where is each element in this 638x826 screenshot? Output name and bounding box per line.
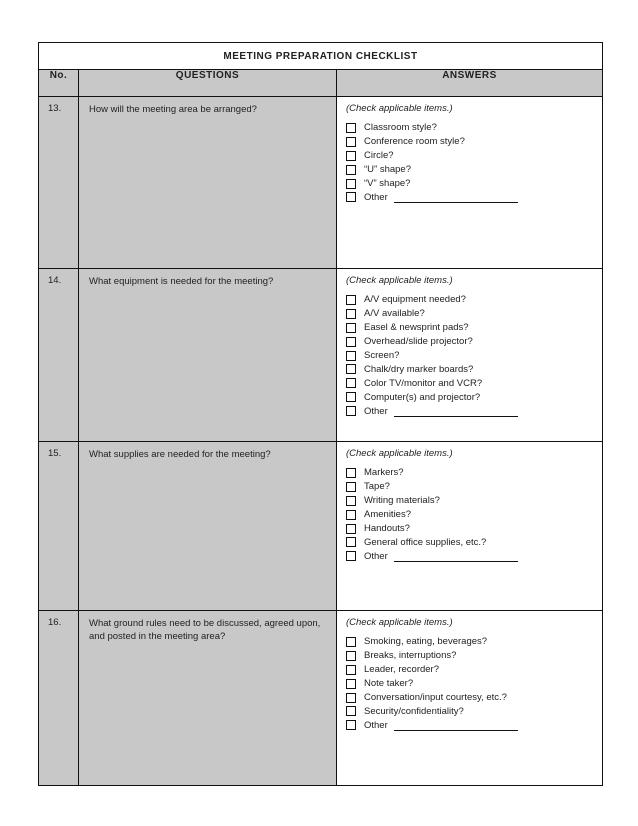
- answer-cell: [337, 97, 603, 269]
- answer-cell: [337, 442, 603, 611]
- option-item: [346, 494, 594, 508]
- option-item: [346, 293, 594, 307]
- option-item: [346, 321, 594, 335]
- other-blank-line[interactable]: [394, 192, 518, 203]
- option-item: [346, 362, 594, 376]
- checkbox[interactable]: [346, 309, 356, 319]
- option-label: Overhead/slide projector?: [364, 336, 473, 348]
- checkbox[interactable]: [346, 392, 356, 402]
- row-number: 13.: [39, 97, 79, 269]
- checkbox[interactable]: [346, 179, 356, 189]
- row-number: 16.: [39, 611, 79, 786]
- option-item: [346, 522, 594, 536]
- checklist-table: [38, 42, 603, 786]
- option-label: Easel & newsprint pads?: [364, 322, 469, 334]
- option-item: [346, 404, 594, 418]
- option-label: General office supplies, etc.?: [364, 536, 487, 548]
- option-label: Conference room style?: [364, 136, 465, 148]
- header-no: No.: [39, 70, 79, 97]
- option-item: [346, 349, 594, 363]
- option-label: Handouts?: [364, 523, 410, 534]
- option-item: [346, 466, 594, 480]
- question-text: What equipment is needed for the meeting?: [79, 269, 337, 442]
- option-item: [346, 691, 594, 705]
- checkbox[interactable]: [346, 337, 356, 347]
- header-answers: ANSWERS: [337, 70, 603, 97]
- instruction-text: (Check applicable items.): [346, 103, 453, 114]
- option-label: Other: [364, 550, 388, 562]
- option-item: [346, 549, 594, 563]
- checkbox[interactable]: [346, 524, 356, 534]
- checkbox[interactable]: [346, 720, 356, 730]
- option-label: A/V available?: [364, 308, 425, 320]
- option-item: [346, 480, 594, 494]
- table-row: [39, 269, 603, 442]
- checkbox[interactable]: [346, 468, 356, 478]
- checkbox[interactable]: [346, 295, 356, 305]
- option-item: [346, 390, 594, 404]
- option-label: Other: [364, 405, 388, 417]
- option-label: Computer(s) and projector?: [364, 391, 481, 403]
- checkbox[interactable]: [346, 496, 356, 506]
- row-number: 15.: [39, 442, 79, 611]
- checkbox[interactable]: [346, 551, 356, 561]
- instruction-text: (Check applicable items.): [346, 617, 453, 628]
- table-row: [39, 611, 603, 786]
- option-item: [346, 149, 594, 163]
- checkbox[interactable]: [346, 123, 356, 133]
- option-item: [346, 718, 594, 732]
- option-item: [346, 190, 594, 204]
- option-item: [346, 177, 594, 191]
- checkbox[interactable]: [346, 679, 356, 689]
- option-label: Color TV/monitor and VCR?: [364, 377, 483, 389]
- option-item: [346, 135, 594, 149]
- table-row: [39, 442, 603, 611]
- header-questions: QUESTIONS: [79, 70, 337, 97]
- option-item: [346, 535, 594, 549]
- option-label: Other: [364, 719, 388, 731]
- checkbox[interactable]: [346, 510, 356, 520]
- option-label: Smoking, eating, beverages?: [364, 636, 488, 648]
- option-label: Screen?: [364, 350, 400, 361]
- option-label: Conversation/input courtesy, etc.?: [364, 692, 507, 703]
- option-item: [346, 307, 594, 321]
- checkbox[interactable]: [346, 378, 356, 388]
- option-label: Amenities?: [364, 509, 411, 521]
- checkbox[interactable]: [346, 651, 356, 661]
- question-text: How will the meeting area be arranged?: [79, 97, 337, 269]
- option-label: “U” shape?: [364, 164, 411, 176]
- option-item: [346, 677, 594, 691]
- option-item: [346, 376, 594, 390]
- option-item: [346, 335, 594, 349]
- other-blank-line[interactable]: [394, 406, 518, 417]
- option-label: Other: [364, 191, 388, 203]
- option-item: [346, 163, 594, 177]
- option-label: Markers?: [364, 467, 404, 479]
- table-row: [39, 97, 603, 269]
- option-item: [346, 704, 594, 718]
- option-label: Writing materials?: [364, 495, 440, 507]
- checkbox[interactable]: [346, 665, 356, 675]
- checklist-title: MEETING PREPARATION CHECKLIST: [39, 43, 603, 70]
- checkbox[interactable]: [346, 706, 356, 716]
- option-item: [346, 635, 594, 649]
- option-item: [346, 121, 594, 135]
- instruction-text: (Check applicable items.): [346, 448, 453, 459]
- option-label: Leader, recorder?: [364, 664, 439, 676]
- option-label: Security/confidentiality?: [364, 705, 464, 717]
- checkbox[interactable]: [346, 151, 356, 161]
- checkbox[interactable]: [346, 323, 356, 333]
- answer-cell: [337, 611, 603, 786]
- option-item: [346, 663, 594, 677]
- checkbox[interactable]: [346, 637, 356, 647]
- checkbox[interactable]: [346, 406, 356, 416]
- option-item: [346, 508, 594, 522]
- other-blank-line[interactable]: [394, 720, 518, 731]
- option-label: Breaks, interruptions?: [364, 650, 457, 662]
- row-number: 14.: [39, 269, 79, 442]
- instruction-text: (Check applicable items.): [346, 275, 453, 286]
- checkbox[interactable]: [346, 693, 356, 703]
- checkbox[interactable]: [346, 482, 356, 492]
- other-blank-line[interactable]: [394, 551, 518, 562]
- checkbox[interactable]: [346, 192, 356, 202]
- option-label: Note taker?: [364, 678, 414, 690]
- option-label: Tape?: [364, 481, 390, 493]
- option-item: [346, 649, 594, 663]
- option-label: Chalk/dry marker boards?: [364, 363, 474, 375]
- checkbox[interactable]: [346, 165, 356, 175]
- question-text: What supplies are needed for the meeting?: [79, 442, 337, 611]
- checkbox[interactable]: [346, 537, 356, 547]
- answer-cell: [337, 269, 603, 442]
- checkbox[interactable]: [346, 364, 356, 374]
- option-label: Circle?: [364, 150, 394, 162]
- option-label: Classroom style?: [364, 122, 437, 134]
- option-label: A/V equipment needed?: [364, 294, 466, 306]
- question-text: What ground rules need to be discussed, agreed upon, and posted in the meeting area?: [79, 611, 337, 786]
- checkbox[interactable]: [346, 351, 356, 361]
- checkbox[interactable]: [346, 137, 356, 147]
- option-label: “V” shape?: [364, 178, 411, 189]
